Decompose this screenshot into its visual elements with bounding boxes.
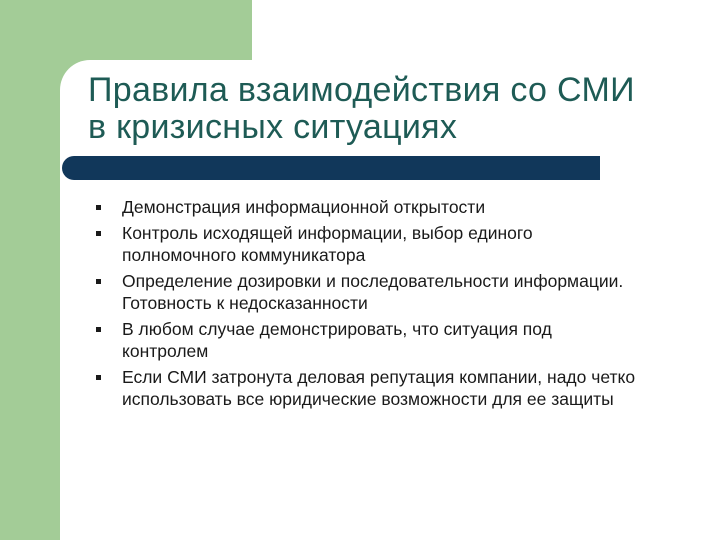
slide-title xyxy=(88,72,708,146)
bullet-text: Контроль исходящей информации, выбор единого полномочного коммуникатора xyxy=(122,223,533,265)
square-bullet-icon xyxy=(96,375,101,380)
square-bullet-icon xyxy=(96,279,101,284)
bullet-item xyxy=(96,196,636,218)
bullet-text: В любом случае демонстрировать, что ситуация под контролем xyxy=(122,319,552,361)
square-bullet-icon xyxy=(96,205,101,210)
bullet-text: Определение дозировки и последовательности информации. Готовность к недосказанности xyxy=(122,271,624,313)
square-bullet-icon xyxy=(96,327,101,332)
bullet-text: Демонстрация информационной открытости xyxy=(122,197,486,217)
bullet-item xyxy=(96,366,636,410)
bullet-item xyxy=(96,222,636,266)
slide-title-line-2: в кризисных ситуациях xyxy=(88,108,458,146)
slide-title-line-1: Правила взаимодействия со СМИ xyxy=(88,71,635,109)
title-underline-bar xyxy=(62,156,600,180)
square-bullet-icon xyxy=(96,231,101,236)
bullet-list xyxy=(96,196,636,414)
bullet-item xyxy=(96,318,636,362)
bullet-item xyxy=(96,270,636,314)
bullet-text: Если СМИ затронута деловая репутация компании, надо четко использовать все юридические возможности для ее защиты xyxy=(122,367,636,409)
